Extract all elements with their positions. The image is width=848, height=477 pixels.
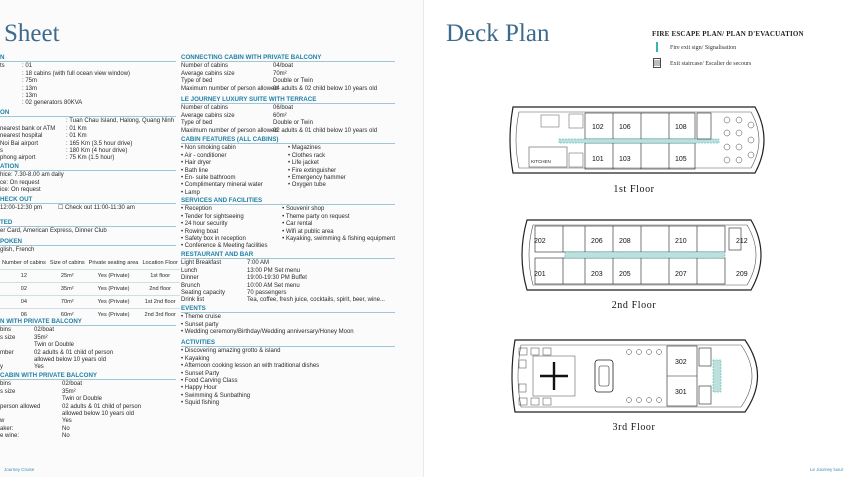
table-cell: 35m² — [48, 283, 87, 296]
list-item: • Rowing boat — [181, 229, 282, 236]
info-key: s size — [0, 334, 16, 341]
restaurant-heading: RESTAURANT AND BAR — [181, 251, 395, 259]
table-cell: Yes (Private) — [87, 296, 141, 309]
info-key: Type of bed — [181, 120, 213, 127]
info-value: 02 adults & 01 child below 10 years old — [273, 127, 378, 134]
cards-section — [0, 219, 176, 236]
info-value: : 13m — [22, 93, 38, 100]
info-row — [0, 141, 176, 148]
list-item: • Emergency hammer — [288, 175, 395, 182]
location-section — [0, 109, 176, 163]
table-cell: 2nd floor — [140, 283, 179, 296]
info-value: 35m² — [34, 334, 48, 341]
list-item: • Car rental — [282, 221, 395, 228]
info-key: Light Breakfast — [181, 260, 222, 267]
info-key: mber — [0, 349, 14, 356]
info-key: Seating capacity — [181, 290, 226, 297]
info-value: : 75m — [22, 78, 38, 85]
table-header-cell: Location Floor — [142, 260, 178, 266]
info-row — [0, 335, 176, 342]
info-key: Number of cabins — [181, 63, 229, 70]
info-row — [181, 120, 395, 127]
events-section — [181, 305, 395, 337]
info-row — [181, 283, 395, 290]
room-label: 108 — [675, 124, 687, 131]
info-row — [181, 260, 395, 267]
info-key — [0, 411, 62, 418]
list-item: • Lamp — [181, 190, 288, 197]
events-heading: EVENTS — [181, 305, 395, 313]
room-label: 201 — [534, 271, 546, 278]
list-item: • Wifi at public area — [282, 229, 395, 236]
activities-heading: ACTIVITIES — [181, 339, 395, 347]
info-key: Drink list — [181, 297, 205, 304]
info-key: Average cabins size — [181, 112, 235, 119]
info-key — [0, 118, 66, 125]
fire-exit-sign-icon — [652, 42, 662, 54]
room-label: 212 — [736, 238, 748, 245]
table-cell: 60m² — [48, 309, 87, 322]
info-value: 60m² — [273, 112, 287, 119]
room-label: 302 — [675, 359, 687, 366]
spoken-section — [0, 238, 176, 255]
info-row — [0, 126, 176, 133]
features-col-2 — [288, 145, 395, 197]
table-row — [0, 270, 180, 283]
table-cell: 06 — [0, 309, 48, 322]
info-row — [181, 275, 395, 282]
room-label: 210 — [675, 238, 687, 245]
info-row — [0, 148, 176, 155]
info-key: e wine: — [0, 433, 20, 440]
table-cell: 02 — [0, 283, 48, 296]
info-key: Number of cabins — [181, 105, 229, 112]
info-key: Brunch — [181, 282, 201, 289]
info-value: 7:00 AM — [247, 260, 270, 267]
services-heading: SERVICES AND FACILITIES — [181, 197, 395, 205]
list-item: • Sunset Party — [181, 371, 395, 378]
list-item: • Reception — [181, 206, 282, 213]
info-row — [0, 86, 176, 93]
info-value: No — [62, 425, 70, 432]
room-label: 202 — [534, 238, 546, 245]
general-rows — [0, 63, 176, 107]
list-item: • Squid fishing — [181, 400, 395, 407]
table-cell: 70m² — [48, 296, 87, 309]
info-value: No — [62, 433, 70, 440]
list-item: • Swimming & Sunbathing — [181, 393, 395, 400]
suite-heading: LE JOURNEY LUXURY SUITE WITH TERRACE — [181, 96, 395, 104]
services-col-1 — [181, 206, 282, 250]
list-item: ice: On request — [0, 187, 41, 194]
list-item: • Tender for sightseeing — [181, 214, 282, 221]
checkin-times — [0, 205, 176, 212]
info-row — [181, 86, 395, 93]
info-value: Double or Twin — [273, 78, 313, 85]
info-value: 35m² — [62, 388, 76, 395]
general-heading: N — [0, 54, 176, 62]
fire-escape-route — [713, 360, 721, 392]
info-key: y — [0, 364, 3, 371]
info-key: s size — [0, 388, 16, 395]
info-row — [0, 418, 176, 425]
info-key: bins — [0, 381, 12, 388]
info-value: 04/boat — [273, 63, 294, 70]
spoken-heading: POKEN — [0, 238, 176, 246]
info-value: : 02 generators 80KVA — [22, 100, 83, 107]
info-key: ts — [0, 63, 5, 70]
list-item: • En- suite bathroom — [181, 175, 288, 182]
info-row — [181, 128, 395, 135]
list-item: • Kayaking, swimming & fishing equipment — [282, 236, 395, 243]
info-value: 13:00 PM Set menu — [247, 267, 301, 274]
list-item: • Happy Hour — [181, 385, 395, 392]
info-value: : 01 — [22, 63, 33, 70]
info-value: allowed below 10 years old — [62, 411, 135, 418]
table-cell: Yes (Private) — [87, 283, 141, 296]
info-value: Twin or Double — [34, 342, 75, 349]
info-value: 06/boat — [273, 105, 294, 112]
list-item: • Complimentary mineral water — [181, 182, 288, 189]
connecting-section — [181, 54, 395, 93]
connecting-rows — [181, 63, 395, 93]
list-item: • Life jacket — [288, 160, 395, 167]
floor-2-label: 2nd Floor — [611, 300, 657, 311]
info-row — [0, 426, 176, 433]
floor-1-label: 1st Floor — [613, 184, 655, 195]
list-item: • Afternoon cooking lesson an with traditional dishes — [181, 363, 395, 370]
restaurant-section — [181, 251, 395, 305]
info-row — [0, 364, 176, 371]
info-row — [0, 342, 176, 349]
general-section — [0, 54, 176, 108]
floor-1-plan — [505, 95, 775, 185]
room-label: 207 — [675, 271, 687, 278]
table-cell: 2nd 3rd floor — [140, 309, 179, 322]
info-value: 04 adults & 02 child below 10 years old — [273, 85, 378, 92]
checkin-section — [0, 196, 176, 213]
info-key: Maximum number of person allowed — [181, 85, 278, 92]
info-value: Tea, coffee, fresh juice, cocktails, spirit, beer, wine... — [247, 297, 385, 304]
info-row — [0, 78, 176, 85]
info-row — [181, 105, 395, 112]
info-value: : Tuan Chau Island, Halong, Quang Ninh — [66, 118, 175, 125]
fact-sheet-title: Sheet — [4, 20, 60, 47]
info-row — [0, 133, 176, 140]
info-key: nearest bank or ATM — [0, 125, 56, 132]
info-value: 70m² — [273, 70, 287, 77]
info-row — [181, 63, 395, 70]
location-heading: ON — [0, 109, 176, 117]
room-label: 208 — [619, 238, 631, 245]
info-row — [0, 100, 176, 107]
info-key: Average cabins size — [181, 70, 235, 77]
legend-title: FIRE ESCAPE PLAN/ PLAN D'EVACUATION — [652, 30, 804, 38]
info-key: nearest hospital — [0, 133, 43, 140]
info-row — [181, 78, 395, 85]
info-key — [0, 396, 62, 403]
cards-heading: TED — [0, 219, 176, 227]
info-row — [0, 396, 176, 403]
info-key: w — [0, 418, 5, 425]
info-value: 02/boat — [62, 381, 83, 388]
balcony-section — [0, 318, 176, 372]
info-row — [0, 155, 176, 162]
info-value: allowed below 10 years old — [34, 357, 107, 364]
info-row — [181, 113, 395, 120]
room-label: 205 — [619, 271, 631, 278]
table-cell: 1st floor — [140, 270, 179, 283]
list-item: • 24 hour security — [181, 221, 282, 228]
info-value: Yes — [34, 364, 44, 371]
info-value: 02 adults & 01 child of person — [62, 403, 142, 410]
list-item: • Fire extinguisher — [288, 168, 395, 175]
restaurant-rows — [181, 260, 395, 304]
info-key: s — [0, 148, 3, 155]
info-row — [0, 93, 176, 100]
info-value: : 165 Km (3.5 hour drive) — [66, 140, 133, 147]
info-key: Maximum number of person allowed — [181, 127, 278, 134]
info-value: : 13m — [22, 85, 38, 92]
list-item: • Air - conditioner — [181, 153, 288, 160]
cabin-balcony-section — [0, 372, 176, 441]
legend-item-fire-exit — [652, 42, 804, 54]
services-col-2 — [282, 206, 395, 250]
table-header-cell: Private seating area — [88, 260, 139, 266]
list-item: • Safety box in reception — [181, 236, 282, 243]
info-key: Noi Bai airport — [0, 140, 39, 147]
list-item: • Theme cruise — [181, 314, 395, 321]
cabin-table — [0, 257, 180, 321]
info-key — [0, 357, 34, 364]
fire-escape-route — [565, 252, 725, 258]
info-value: : 01 Km — [66, 125, 87, 132]
room-label: 101 — [592, 156, 604, 163]
room-label: 106 — [619, 124, 631, 131]
info-key: Lunch — [181, 267, 198, 274]
info-key — [0, 100, 22, 107]
table-cell: 12 — [0, 270, 48, 283]
info-key — [0, 78, 22, 85]
list-item: • Food Carving Class — [181, 378, 395, 385]
right-footer: Le Journey luxur — [810, 467, 844, 472]
services-section — [181, 197, 395, 251]
suite-rows — [181, 105, 395, 135]
floor-3-label: 3rd Floor — [612, 422, 656, 433]
table-header-cell: Size of cabins — [49, 260, 85, 266]
info-key: person allowed — [0, 403, 41, 410]
room-label: 203 — [591, 271, 603, 278]
table-cell: 04 — [0, 296, 48, 309]
info-row — [0, 118, 176, 125]
info-value: 70 passengers — [247, 290, 287, 297]
checkin-time: 12:00-12:30 pm — [0, 205, 43, 212]
info-row — [0, 327, 176, 334]
room-label: 103 — [619, 156, 631, 163]
left-footer: Journey Cruise — [4, 467, 35, 472]
info-row — [0, 350, 176, 357]
info-key: Dinner — [181, 275, 199, 282]
table-row — [0, 296, 180, 309]
table-cell: 1st 2nd floor — [140, 296, 179, 309]
info-row — [0, 389, 176, 396]
list-item: • Theme party on request — [282, 214, 395, 221]
activities-list — [181, 348, 395, 407]
info-value: : 75 Km (1.5 hour) — [66, 155, 115, 162]
operation-rows — [0, 172, 176, 194]
floor-3-plan — [505, 326, 775, 424]
info-row — [0, 63, 176, 70]
info-row — [0, 411, 176, 418]
features-section — [181, 136, 395, 197]
info-row — [181, 290, 395, 297]
info-key — [0, 93, 22, 100]
operation-section — [0, 163, 176, 195]
info-value: : 18 cabins (with full ocean view window) — [22, 70, 131, 77]
table-cell: 25m² — [48, 270, 87, 283]
list-item: • Discovering amazing grotto & island — [181, 348, 395, 355]
list-item: • Souvenir shop — [282, 206, 395, 213]
deck-plan-title: Deck Plan — [446, 20, 550, 47]
info-row — [181, 268, 395, 275]
info-row — [0, 404, 176, 411]
table-cell: Yes (Private) — [87, 309, 141, 322]
room-label: 209 — [736, 271, 748, 278]
info-key — [0, 342, 34, 349]
activities-section — [181, 339, 395, 408]
operation-heading: ATION — [0, 163, 176, 171]
balcony-heading: N WITH PRIVATE BALCONY — [0, 318, 176, 326]
info-key: bins — [0, 327, 12, 334]
info-row — [0, 357, 176, 364]
list-item: • Hair dryer — [181, 160, 288, 167]
legend-item-staircase — [652, 58, 804, 70]
table-header-row — [0, 257, 180, 270]
table-header-cell: Number of cabins — [2, 260, 46, 266]
fire-escape-route — [559, 139, 719, 143]
list-item: • Non smoking cabin — [181, 145, 288, 152]
info-row — [181, 71, 395, 78]
checkin-heading: HECK OUT — [0, 196, 176, 204]
list-item: • Sunset party — [181, 322, 395, 329]
list-item: • Magazines — [288, 145, 395, 152]
fire-escape-legend — [652, 30, 804, 70]
info-value: Yes — [62, 418, 72, 425]
info-row — [0, 381, 176, 388]
room-label: 301 — [675, 389, 687, 396]
table-cell: Yes (Private) — [87, 270, 141, 283]
floor-2-plan — [505, 210, 775, 300]
spoken-text: glish, French — [0, 247, 35, 254]
features-col-1 — [181, 145, 288, 197]
info-key: phong airport — [0, 155, 36, 162]
info-key: aker: — [0, 425, 14, 432]
info-row — [181, 297, 395, 304]
list-item: ce: On request — [0, 179, 40, 186]
info-value: 10:00 AM Set menu — [247, 282, 300, 289]
cards-text: er Card, American Express, Dinner Club — [0, 228, 107, 235]
info-key — [0, 86, 22, 93]
list-item: • Conference & Meeting facilities — [181, 243, 282, 250]
info-value: 19:00-19:30 PM Buffet — [247, 275, 307, 282]
info-key — [0, 71, 22, 78]
info-value: : 180 Km (4 hour drive) — [66, 148, 128, 155]
events-list — [181, 314, 395, 336]
room-label: 105 — [675, 156, 687, 163]
staircase-icon — [652, 58, 662, 70]
info-key: Type of bed — [181, 78, 213, 85]
kitchen-label: KITCHEN — [531, 159, 551, 164]
cabin-balcony-rows — [0, 381, 176, 440]
connecting-heading: CONNECTING CABIN WITH PRIVATE BALCONY — [181, 54, 395, 62]
balcony-rows — [0, 327, 176, 371]
table-row — [0, 283, 180, 296]
list-item: • Bath line — [181, 168, 288, 175]
info-row — [0, 71, 176, 78]
info-value: Double or Twin — [273, 120, 313, 127]
info-value: 02 adults & 01 child of person — [34, 349, 114, 356]
legend-item-label: Exit staircase/ Escalier de secours — [670, 61, 752, 67]
cabin-balcony-heading: CABIN WITH PRIVATE BALCONY — [0, 372, 176, 380]
list-item: • Clothes rack — [288, 153, 395, 160]
features-heading: CABIN FEATURES (ALL CABINS) — [181, 136, 395, 144]
room-label: 206 — [591, 238, 603, 245]
location-rows — [0, 118, 176, 162]
info-value: Twin or Double — [62, 396, 103, 403]
list-item: • Kayaking — [181, 356, 395, 363]
suite-section — [181, 96, 395, 135]
legend-item-label: Fire exit sign/ Signalisation — [670, 45, 737, 51]
list-item: • Oxygen tube — [288, 182, 395, 189]
room-label: 102 — [592, 124, 604, 131]
checkout-time: ☐ Check out 11:00-11:30 am — [58, 205, 135, 212]
info-row — [0, 433, 176, 440]
list-item: • Wedding ceremony/Birthday/Wedding anniversary/Honey Moon — [181, 329, 395, 336]
list-item: hice: 7.30-8.00 am daily — [0, 172, 64, 179]
info-value: 02/boat — [34, 327, 55, 334]
info-value: : 01 Km — [66, 133, 87, 140]
